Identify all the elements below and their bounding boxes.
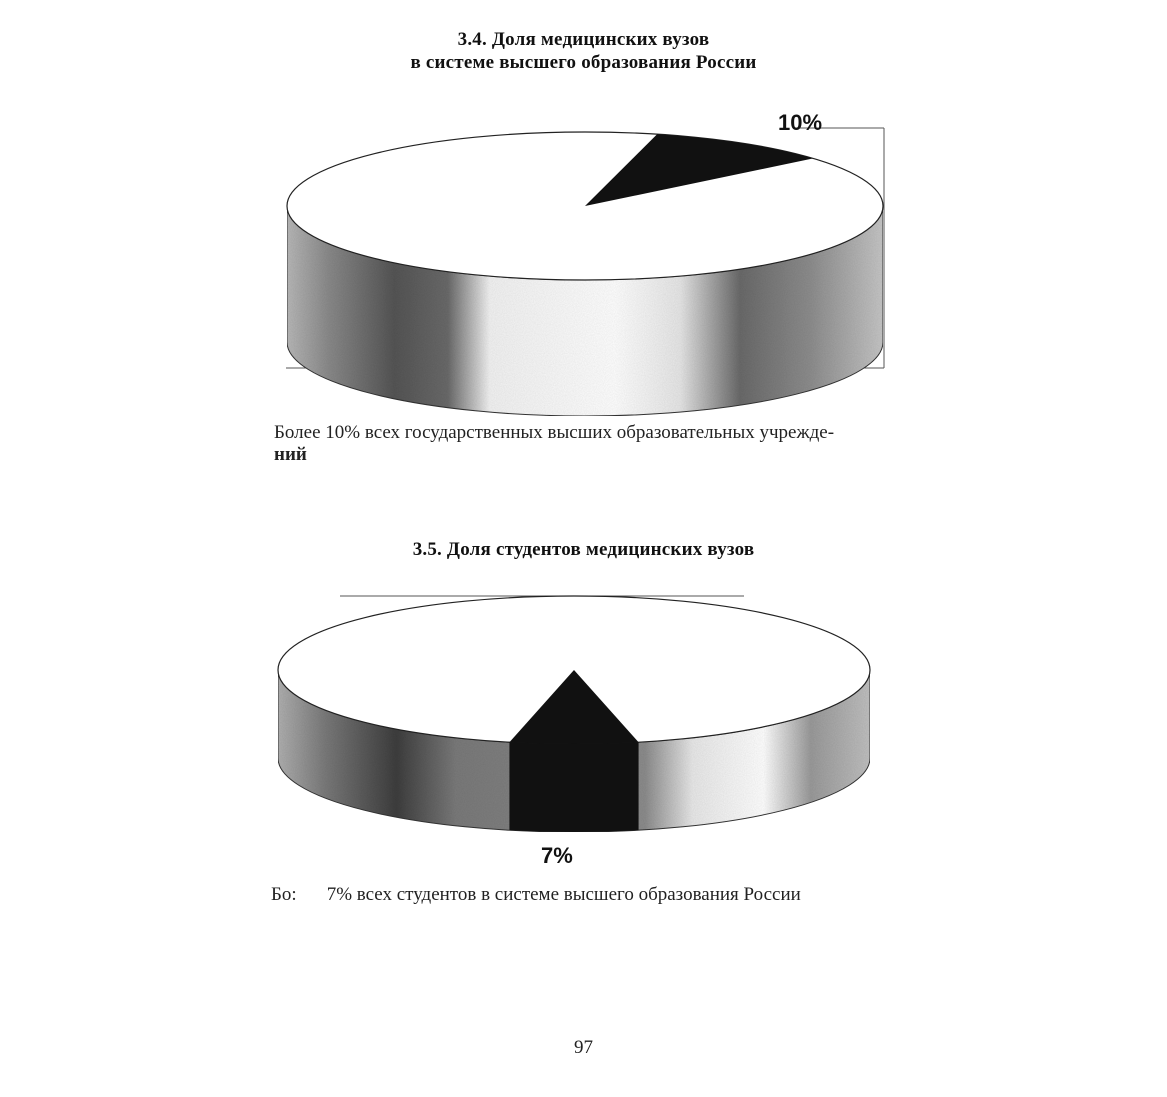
chart2-caption-start: Бо:: [271, 884, 297, 905]
chart1-caption-line1: Более 10% всех государственных высших образовательных учрежде-: [274, 422, 835, 443]
chart1-title: 3.4. Доля медицинских вузов: [457, 29, 710, 50]
chart1-slice-label: 10%: [778, 110, 823, 135]
chart1-pie: [287, 132, 883, 416]
page-number: 97: [574, 1037, 593, 1058]
chart1-subtitle: в системе высшего образования России: [410, 52, 757, 73]
chart2-caption-text: 7% всех студентов в системе высшего образования России: [326, 884, 801, 905]
chart2-title: 3.5. Доля студентов медицинских вузов: [412, 539, 755, 560]
chart2-caption: [271, 884, 931, 906]
chart1-caption-line2: ний: [274, 444, 307, 465]
chart2-title-block: [0, 538, 1167, 561]
chart2-slice-label: 7%: [541, 843, 573, 868]
chart1-caption: [274, 422, 934, 466]
chart2-pie: [278, 596, 870, 832]
chart2-slice-7-side: [509, 742, 638, 832]
